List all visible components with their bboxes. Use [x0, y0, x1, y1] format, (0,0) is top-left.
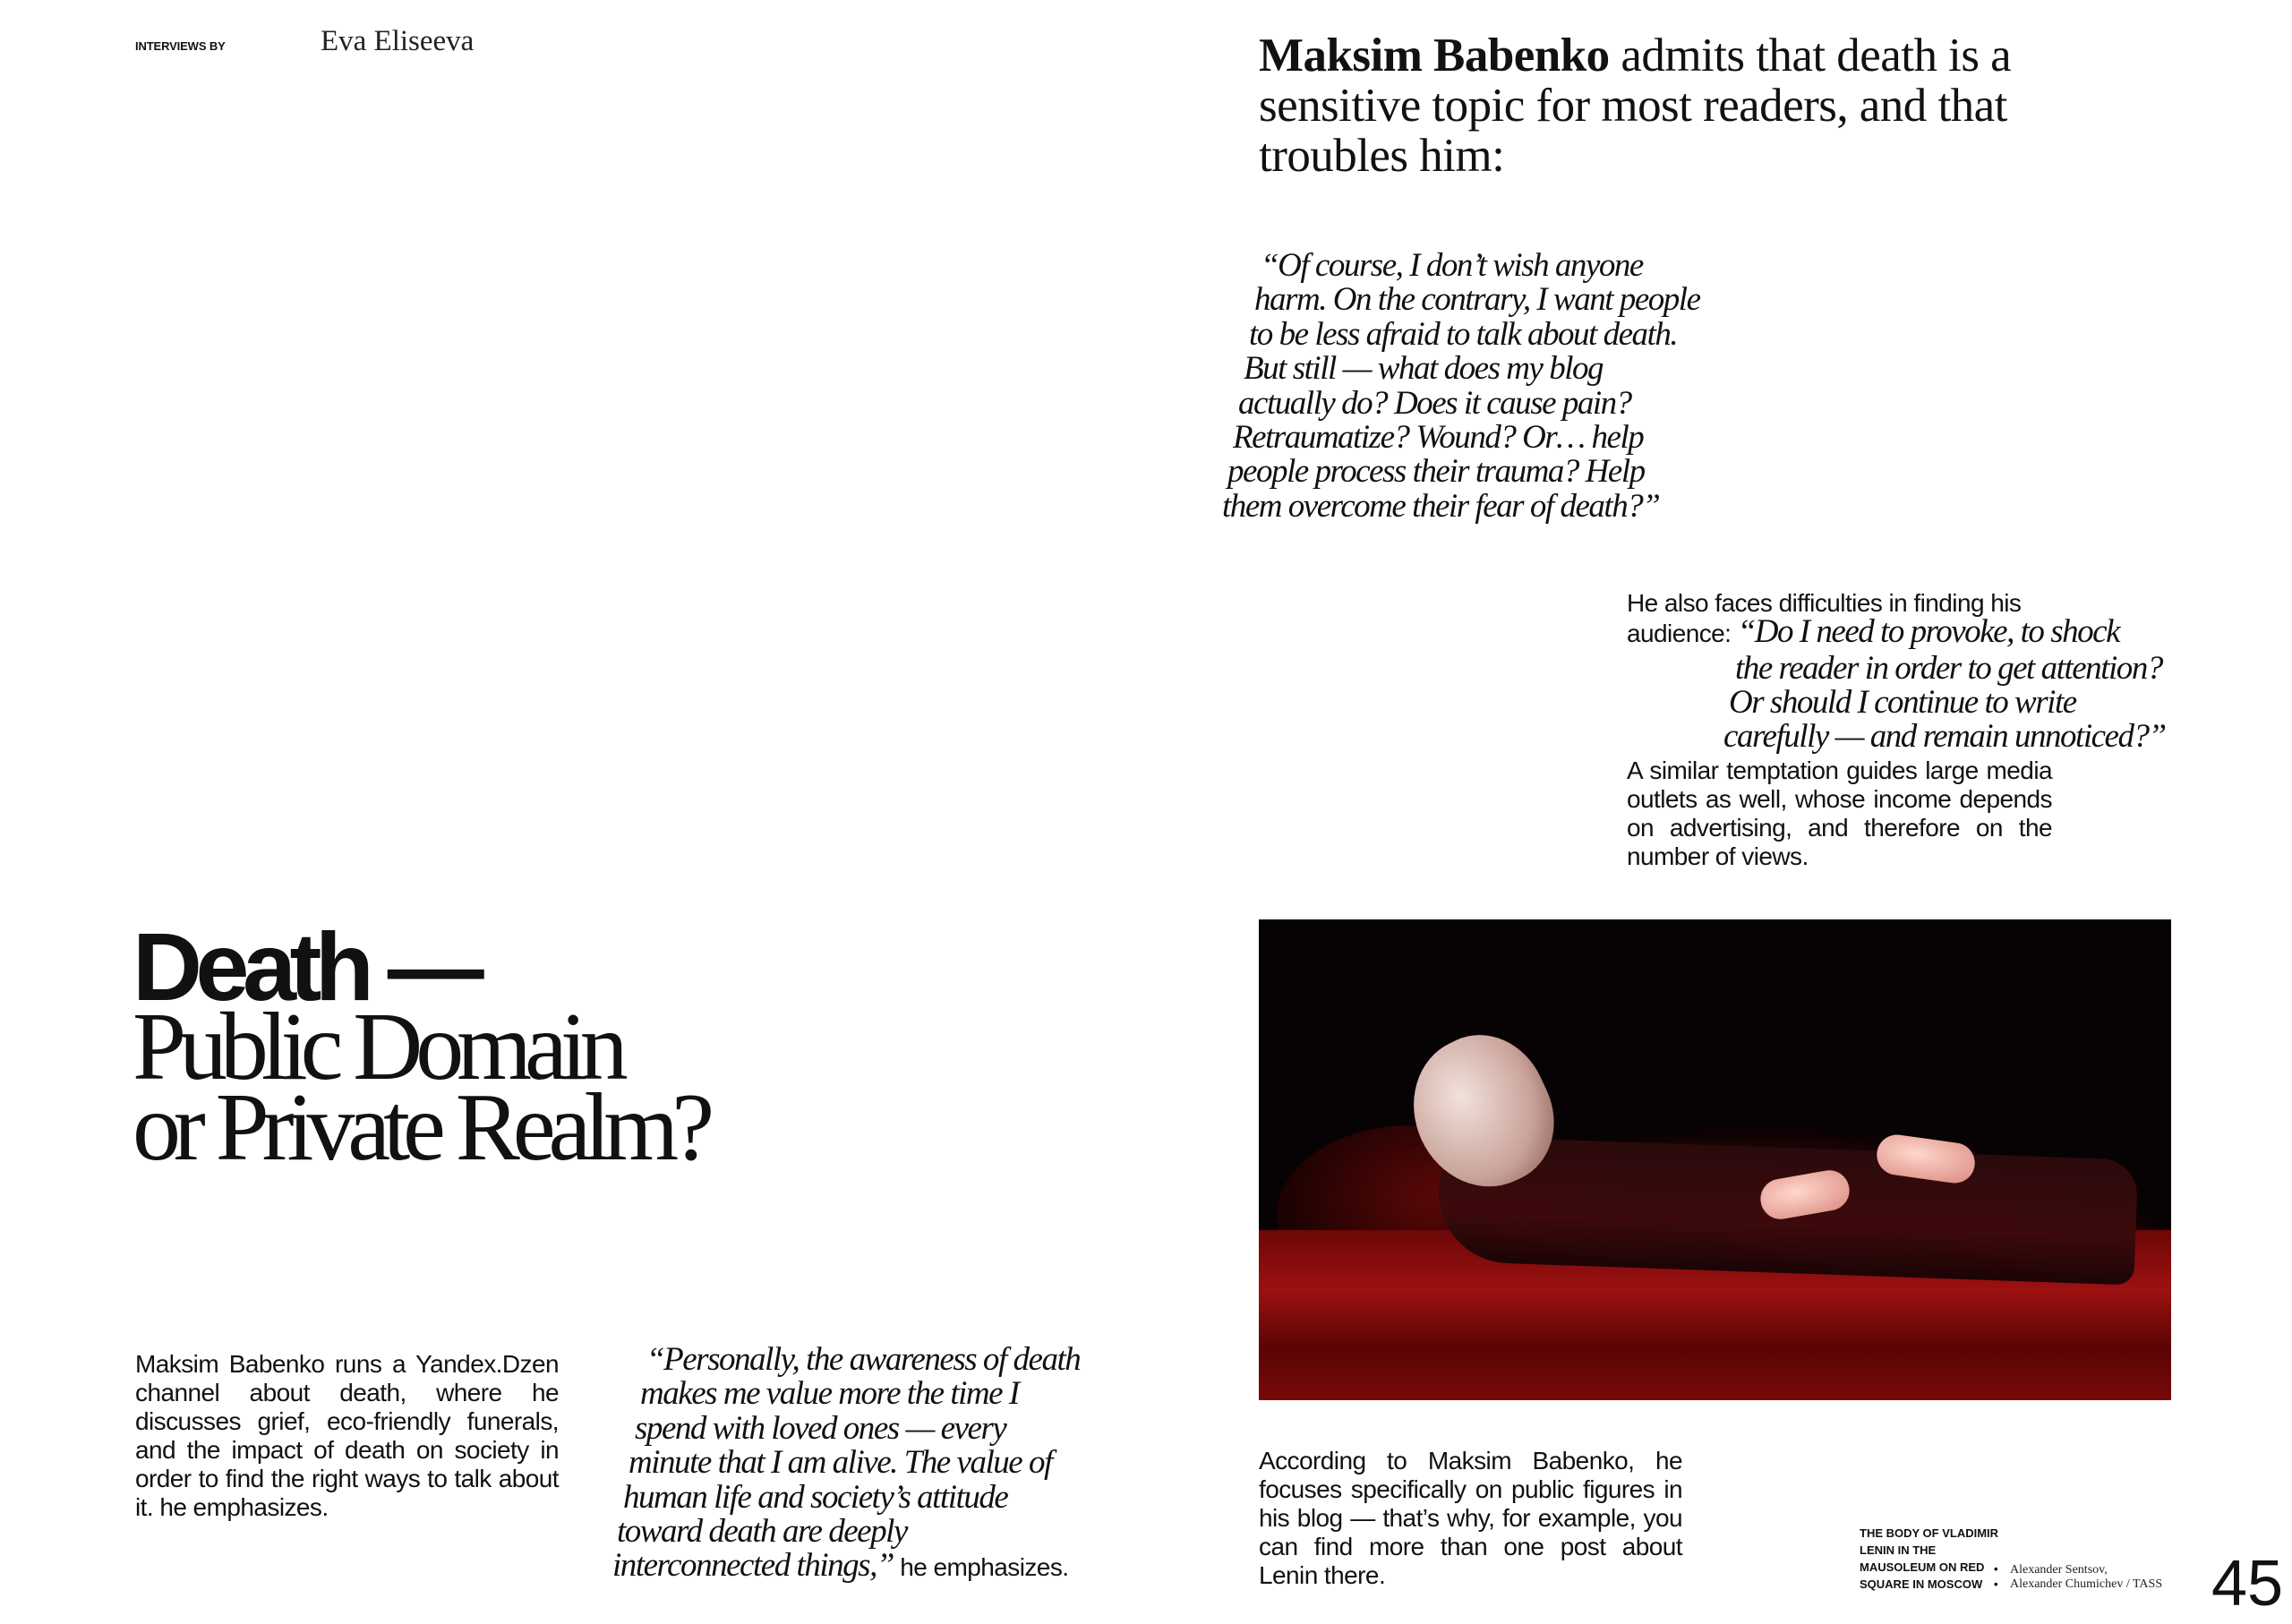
quote-line: Retraumatize? Wound? Or… help — [1233, 419, 1644, 456]
quote-line: carefully — and remain unnoticed?” — [1723, 718, 2166, 755]
quote-line: “Do I need to provoke, to shock — [1737, 613, 2120, 650]
bullet-icon: • — [1994, 1577, 1998, 1591]
quote-line: toward death are deeply — [617, 1513, 907, 1550]
text-paragraph: A similar temptation guides large media outlets as well, whose income depends on advertising, and therefore on the number of views. — [1627, 756, 2052, 870]
quote-line: makes me value more the time I — [640, 1375, 1019, 1412]
author-name: Eva Eliseeva — [321, 25, 475, 57]
quote-line: harm. On the contrary, I want people — [1254, 281, 1700, 318]
quote-line: actually do? Does it cause pain? — [1238, 385, 1631, 422]
title-line: Public Domain — [133, 994, 621, 1100]
bullet-icon: • — [1994, 1562, 1998, 1576]
quote-line: the reader in order to get attention? — [1735, 650, 2162, 687]
lead-paragraph — [1259, 30, 2136, 181]
photo-credit: Alexander Chumichev / TASS — [2010, 1577, 2163, 1591]
interviews-by-label: INTERVIEWS BY — [135, 39, 226, 53]
title-line: or Private Realm? — [133, 1074, 708, 1181]
lead-text: admits that death is a sensitive topic for most readers, and that troubles him: — [1259, 30, 2012, 182]
quote-line: minute that I am alive. The value of — [629, 1444, 1052, 1481]
intro-paragraph: Maksim Babenko runs a Yandex.Dzen channel about death, where he discusses grief, eco-friendly funerals, and the impact of death on society in order to find the right ways to talk about it. he emphasizes. — [135, 1350, 559, 1521]
quote-line: people process their trauma? Help — [1227, 453, 1645, 490]
quote-line: “Personally, the awareness of death — [646, 1341, 1081, 1378]
lenin-paragraph: According to Maksim Babenko, he focuses specifically on public figures in his blog — that’s why, for example, you can find more than one post about Lenin there. — [1259, 1447, 1682, 1589]
quote-line: Or should I continue to write — [1729, 684, 2076, 721]
lead-name: Maksim Babenko — [1259, 30, 1610, 81]
caption-line: SQUARE IN MOSCOW — [1860, 1577, 1983, 1591]
text-line: audience: — [1627, 620, 1738, 647]
quote-line: human life and society’s attitude — [623, 1479, 1008, 1516]
caption-line: THE BODY OF VLADIMIR — [1860, 1526, 1999, 1540]
text-line: He also faces difficulties in finding his — [1627, 589, 2022, 617]
photo-credit: Alexander Sentsov, — [2010, 1563, 2108, 1577]
quote-line: “Of course, I don’t wish anyone — [1261, 247, 1643, 284]
caption-line: MAUSOLEUM ON RED — [1860, 1560, 1985, 1574]
caption-line: LENIN IN THE — [1860, 1543, 1937, 1557]
page-number: 45 — [2211, 1548, 2284, 1620]
photo-lenin-mausoleum — [1259, 919, 2171, 1400]
article-title — [133, 912, 708, 1181]
quote-line: them overcome their fear of death?” — [1222, 488, 1660, 525]
title-line: Death — — [133, 912, 478, 1021]
quote-attribution: he emphasizes. — [893, 1553, 1069, 1581]
quote-line: spend with loved ones — every — [635, 1410, 1006, 1447]
quote-line: But still — what does my blog — [1244, 350, 1604, 387]
quote-line: to be less afraid to talk about death. — [1249, 316, 1678, 353]
quote-line: interconnected things,” — [612, 1547, 894, 1584]
